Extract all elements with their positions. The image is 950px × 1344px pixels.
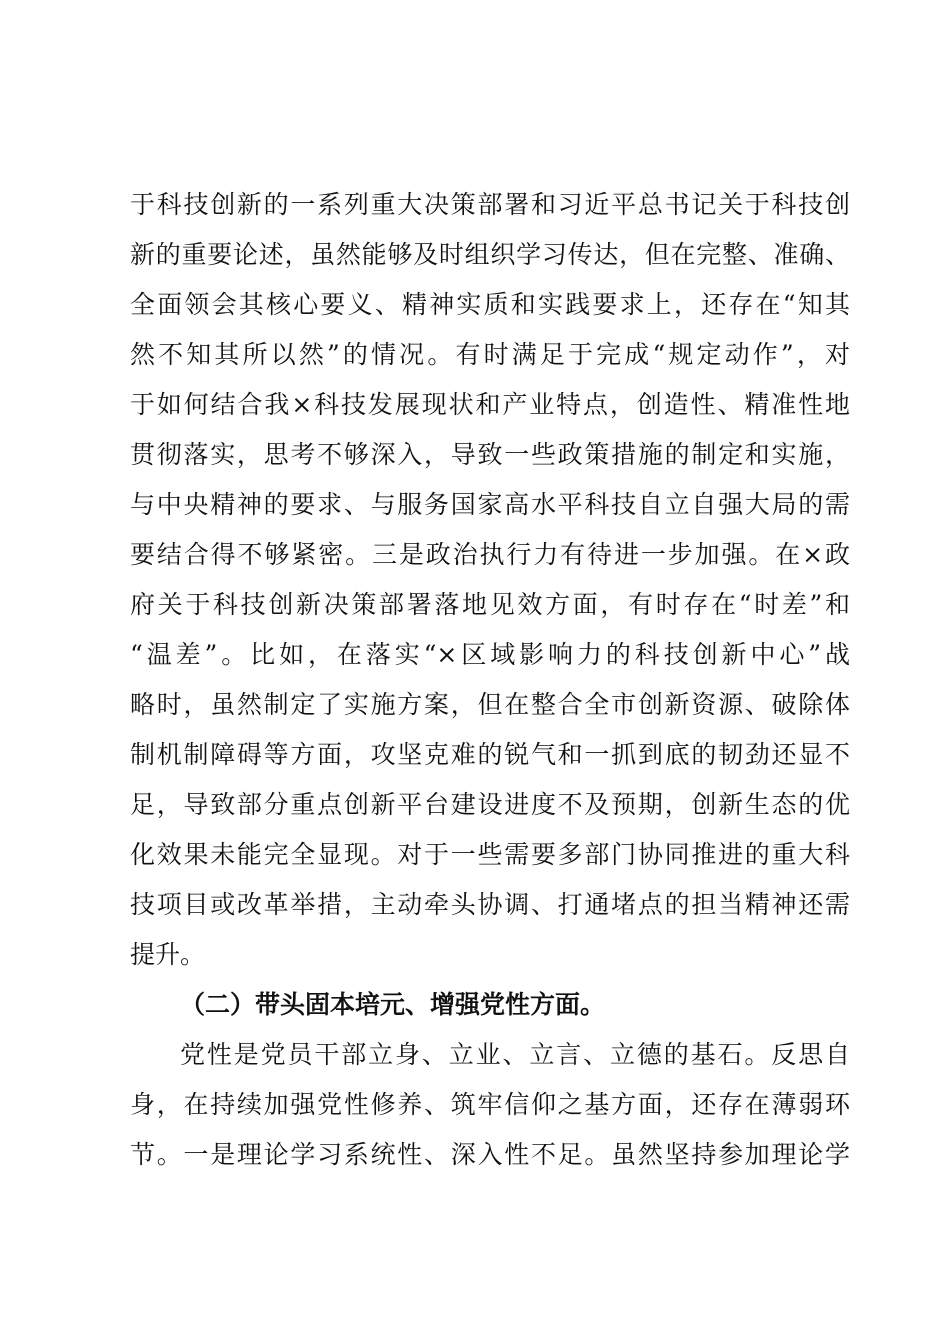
paragraph-line: 于如何结合我×科技发展现状和产业特点，创造性、精准性地 bbox=[130, 390, 850, 419]
paragraph-line: 略时，虽然制定了实施方案，但在整合全市创新资源、破除体 bbox=[130, 690, 850, 719]
paragraph-line: 化效果未能完全显现。对于一些需要多部门协同推进的重大科 bbox=[130, 840, 850, 869]
paragraph-line: 与中央精神的要求、与服务国家高水平科技自立自强大局的需 bbox=[130, 490, 850, 519]
paragraph-line: 技项目或改革举措，主动牵头协调、打通堵点的担当精神还需 bbox=[130, 890, 850, 919]
paragraph-line: 新的重要论述，虽然能够及时组织学习传达，但在完整、准确、 bbox=[130, 240, 850, 269]
paragraph-line: 贯彻落实，思考不够深入，导致一些政策措施的制定和实施， bbox=[130, 440, 850, 469]
paragraph-line: 身，在持续加强党性修养、筑牢信仰之基方面，还存在薄弱环 bbox=[130, 1090, 850, 1119]
paragraph-line: 府关于科技创新决策部署落地见效方面，有时存在“时差”和 bbox=[130, 590, 850, 619]
paragraph-line: 提升。 bbox=[130, 940, 206, 969]
paragraph-line: 足，导致部分重点创新平台建设进度不及预期，创新生态的优 bbox=[130, 790, 850, 819]
paragraph-line: 要结合得不够紧密。三是政治执行力有待进一步加强。在×政 bbox=[130, 540, 850, 569]
paragraph-line: 然不知其所以然”的情况。有时满足于完成“规定动作”，对 bbox=[130, 340, 850, 369]
section-heading: （二）带头固本培元、增强党性方面。 bbox=[180, 990, 606, 1019]
document-body bbox=[130, 180, 850, 1180]
paragraph-line: 节。一是理论学习系统性、深入性不足。虽然坚持参加理论学 bbox=[130, 1140, 850, 1169]
paragraph-line: 制机制障碍等方面，攻坚克难的锐气和一抓到底的韧劲还显不 bbox=[130, 740, 850, 769]
paragraph-line: 于科技创新的一系列重大决策部署和习近平总书记关于科技创 bbox=[130, 190, 850, 219]
paragraph-line: 党性是党员干部立身、立业、立言、立德的基石。反思自 bbox=[180, 1040, 850, 1069]
paragraph-line: 全面领会其核心要义、精神实质和实践要求上，还存在“知其 bbox=[130, 290, 850, 319]
paragraph-line: “温差”。比如，在落实“×区域影响力的科技创新中心”战 bbox=[130, 640, 850, 669]
